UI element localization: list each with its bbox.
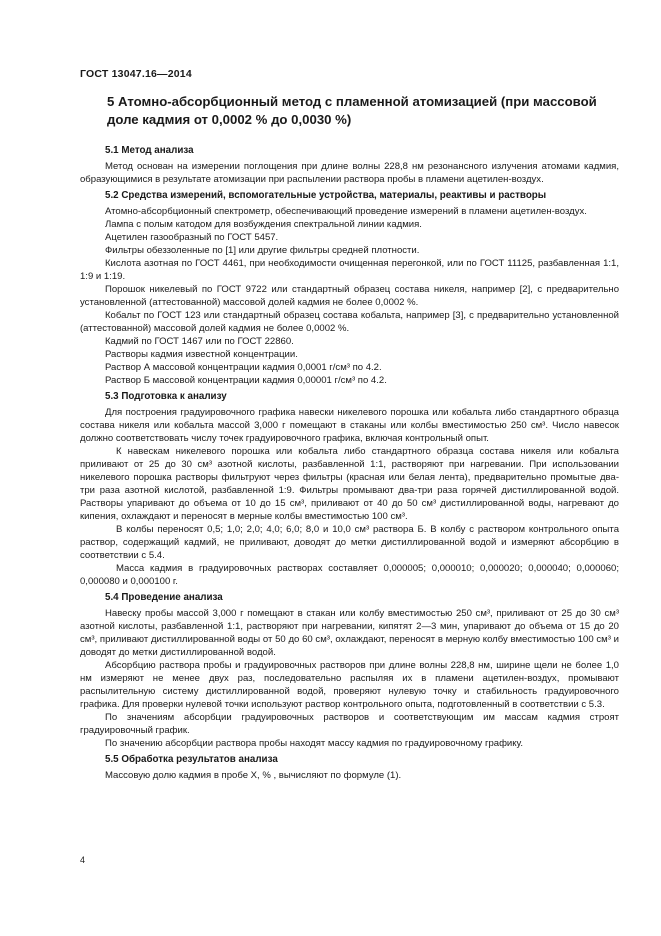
section-5-1 (80, 144, 619, 186)
paragraph: Навеску пробы массой 3,000 г помещают в стакан или колбу вместимостью 250 см³, приливают от 25 до 30 см³ азотной кислоты, разбавленной 1:1, растворяют при нагревании, кипятят 2—3 мин, упаривают до объема от 15 до 20 см³, приливают дистиллированной воды от 50 до 60 см³, охлаждают, переносят в мерную колбу вместимостью 100 см³ и доводят до метки дистиллированной водой. (80, 608, 619, 658)
paragraph: Порошок никелевый по ГОСТ 9722 или стандартный образец состава никеля, например [2], с предварительно установленной (аттестованной) массовой долей кадмия не более 0,0002 %. (80, 284, 619, 308)
section-5-5 (80, 753, 619, 782)
paragraph: Массовую долю кадмия в пробе X, % , вычисляют по формуле (1). (105, 770, 402, 781)
paragraph: Лампа с полым катодом для возбуждения спектральной линии кадмия. (105, 219, 422, 230)
document-body (80, 141, 619, 782)
paragraph: Кадмий по ГОСТ 1467 или по ГОСТ 22860. (105, 336, 294, 347)
paragraph: Раствор Б массовой концентрации кадмия 0,00001 г/см³ по 4.2. (105, 375, 387, 386)
paragraph: Ацетилен газообразный по ГОСТ 5457. (105, 232, 279, 243)
section-5-3 (80, 390, 619, 588)
paragraph: По значениям абсорбции градуировочных растворов и соответствующим им массам кадмия строят градуировочный график. (80, 712, 619, 736)
section-5-2 (80, 189, 619, 387)
section-heading: 5.4 Проведение анализа (105, 592, 223, 603)
paragraph: Масса кадмия в градуировочных растворах составляет 0,000005; 0,000010; 0,000020; 0,000040; 0,000060; 0,000080 и 0,000100 г. (80, 563, 619, 587)
paragraph: Абсорбцию раствора пробы и градуировочных растворов при длине волны 228,8 нм, ширине щели не более 1,0 нм измеряют не менее двух раз, последовательно распыляя их в пламени ацетилен-воздух, промывают распылительную систему дистиллированной водой, проверяют нулевую точку и стабильность градуировочного графика. Для проверки нулевой точки используют раствор контрольного опыта, подготовленный в соответствии с 5.3. (80, 660, 619, 710)
section-heading: 5.5 Обработка результатов анализа (105, 754, 278, 765)
document-header: ГОСТ 13047.16—2014 (80, 68, 192, 80)
section-5-4 (80, 591, 619, 750)
paragraph: Метод основан на измерении поглощения при длине волны 228,8 нм резонансного излучения атомами кадмия, образующимися в результате атомизации при распылении раствора пробы в пламени ацетилен-воздух. (80, 161, 619, 185)
paragraph: Для построения градуировочного графика навески никелевого порошка или кобальта либо стандартного образца состава никеля или кобальта массой 3,000 г помещают в стаканы или колбы вместимостью 250 см³. Число навесок должно соответствовать числу точек градуировочного графика, включая контрольный опыт. (80, 407, 619, 444)
paragraph: К навескам никелевого порошка или кобальта либо стандартного образца состава никеля или кобальта приливают от 25 до 30 см³ азотной кислоты, разбавленной 1:1, растворяют при нагревании. При использовании никелевого порошка растворы фильтруют через фильтры (красная или белая лента), предварительно промытые два-три раза азотной кислотой, разбавленной 1:9. Фильтры промывают два-три раза горячей дистиллированной водой. Растворы упаривают до объема от 10 до 15 см³, приливают от 40 до 50 см³ дистиллированной воды, нагревают до кипения, охлаждают и переносят в мерные колбы вместимостью 100 см³. (80, 446, 619, 522)
section-heading: 5.2 Средства измерений, вспомогательные устройства, материалы, реактивы и растворы (105, 190, 547, 201)
paragraph: Кислота азотная по ГОСТ 4461, при необходимости очищенная перегонкой, или по ГОСТ 11125, разбавленная 1:1, 1:9 и 1:19. (80, 258, 619, 282)
paragraph: Атомно-абсорбционный спектрометр, обеспечивающий проведение измерений в пламени ацетилен-воздух. (105, 206, 587, 217)
page-number: 4 (80, 855, 86, 865)
section-title: 5 Атомно-абсорбционный метод с пламенной атомизацией (при массовой доле кадмия от 0,0002 % до 0,0030 %) (107, 94, 597, 127)
paragraph: Кобальт по ГОСТ 123 или стандартный образец состава кобальта, например [3], с предварительно установленной (аттестованной) массовой долей кадмия не более 0,0002 %. (80, 310, 619, 334)
paragraph: Растворы кадмия известной концентрации. (105, 349, 298, 360)
section-heading: 5.1 Метод анализа (105, 145, 194, 156)
paragraph: В колбы переносят 0,5; 1,0; 2,0; 4,0; 6,0; 8,0 и 10,0 см³ раствора Б. В колбу с раствором контрольного опыта раствор, содержащий кадмий, не приливают, доводят до метки дистиллированной водой и измеряют абсорбцию в соответствии с 5.4. (80, 524, 619, 561)
paragraph: Фильтры обеззоленные по [1] или другие фильтры средней плотности. (105, 245, 420, 256)
paragraph: По значению абсорбции раствора пробы находят массу кадмия по градуировочному графику. (105, 738, 524, 749)
section-heading: 5.3 Подготовка к анализу (105, 391, 227, 402)
paragraph: Раствор А массовой концентрации кадмия 0,0001 г/см³ по 4.2. (105, 362, 382, 373)
